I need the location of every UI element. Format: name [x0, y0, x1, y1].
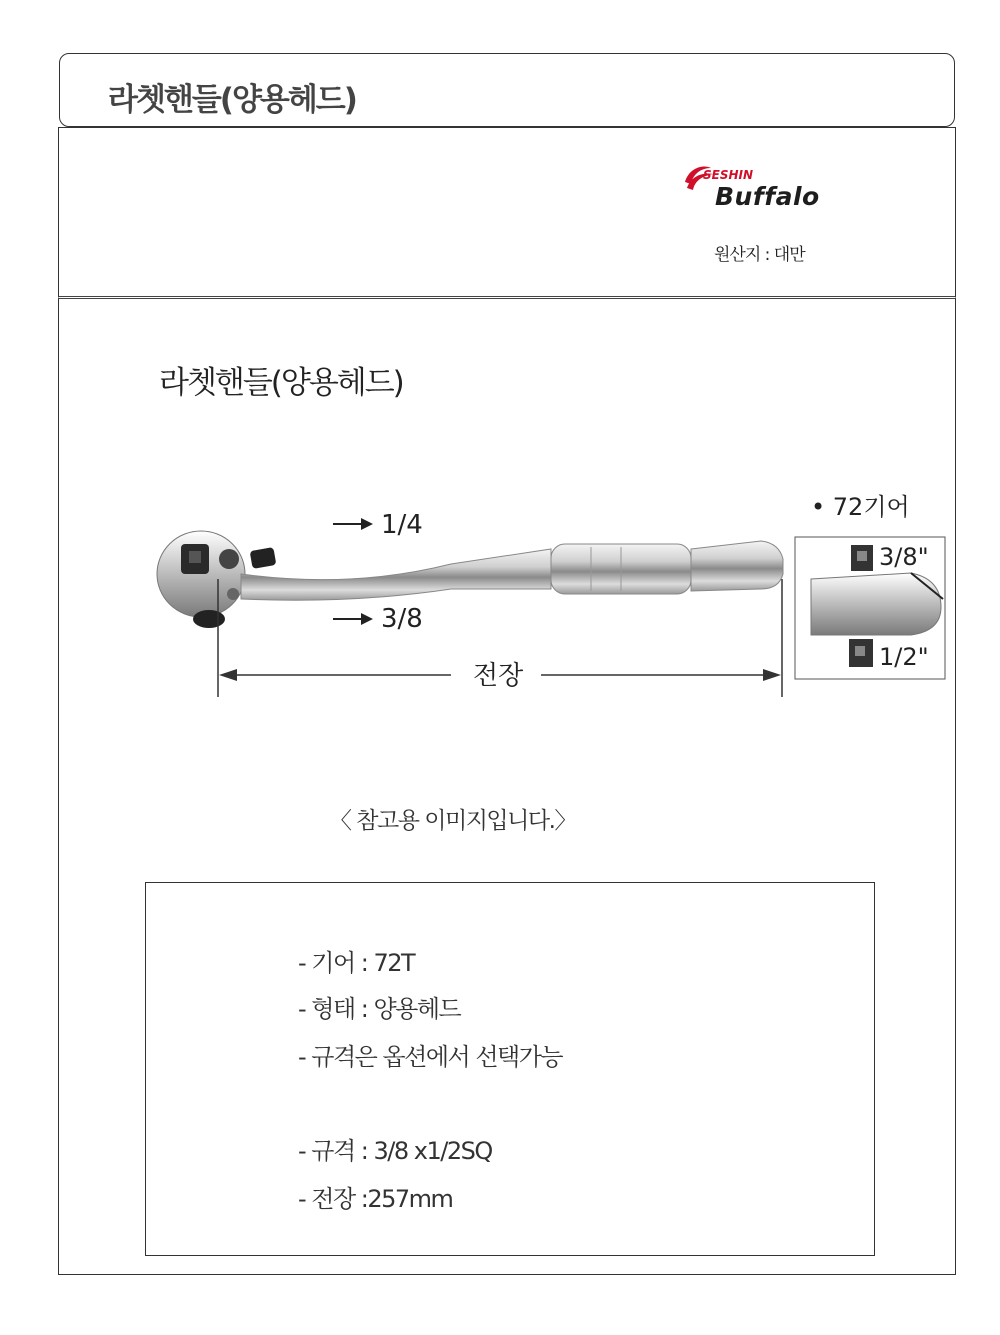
reference-caption: 〈 참고용 이미지입니다.〉 — [329, 808, 576, 834]
brand-logo — [681, 160, 841, 216]
ratchet-diagram — [151, 489, 929, 719]
logo-buffalo-text: Buffalo — [715, 182, 820, 211]
label-3-8: 3/8 — [381, 604, 423, 634]
label-1-4: 1/4 — [381, 510, 423, 540]
inset-1-2: 1/2" — [879, 643, 929, 671]
gear-label: • 72기어 — [811, 493, 910, 521]
inset-diagram — [795, 537, 945, 679]
page-title: 라쳇핸들(양용헤드) — [108, 82, 356, 118]
origin-label: 원산지 : 대만 — [714, 245, 805, 265]
spec-gear: - 기어 : 72T — [298, 949, 415, 977]
title-box — [59, 53, 955, 127]
inset-3-8: 3/8" — [879, 543, 929, 571]
spec-type: - 형태 : 양용헤드 — [298, 995, 461, 1023]
spec-box — [145, 882, 875, 1256]
product-heading: 라쳇핸들(양용헤드) — [159, 365, 403, 401]
logo-seshin-text: SESHIN — [703, 168, 754, 182]
spec-length: - 전장 :257mm — [298, 1185, 453, 1213]
brand-section — [58, 127, 956, 299]
spec-option: - 규격은 옵션에서 선택가능 — [298, 1043, 563, 1071]
product-detail-section — [58, 299, 956, 1275]
spec-size: - 규격 : 3/8 x1/2SQ — [298, 1137, 492, 1165]
length-label: 전장 — [473, 661, 524, 691]
